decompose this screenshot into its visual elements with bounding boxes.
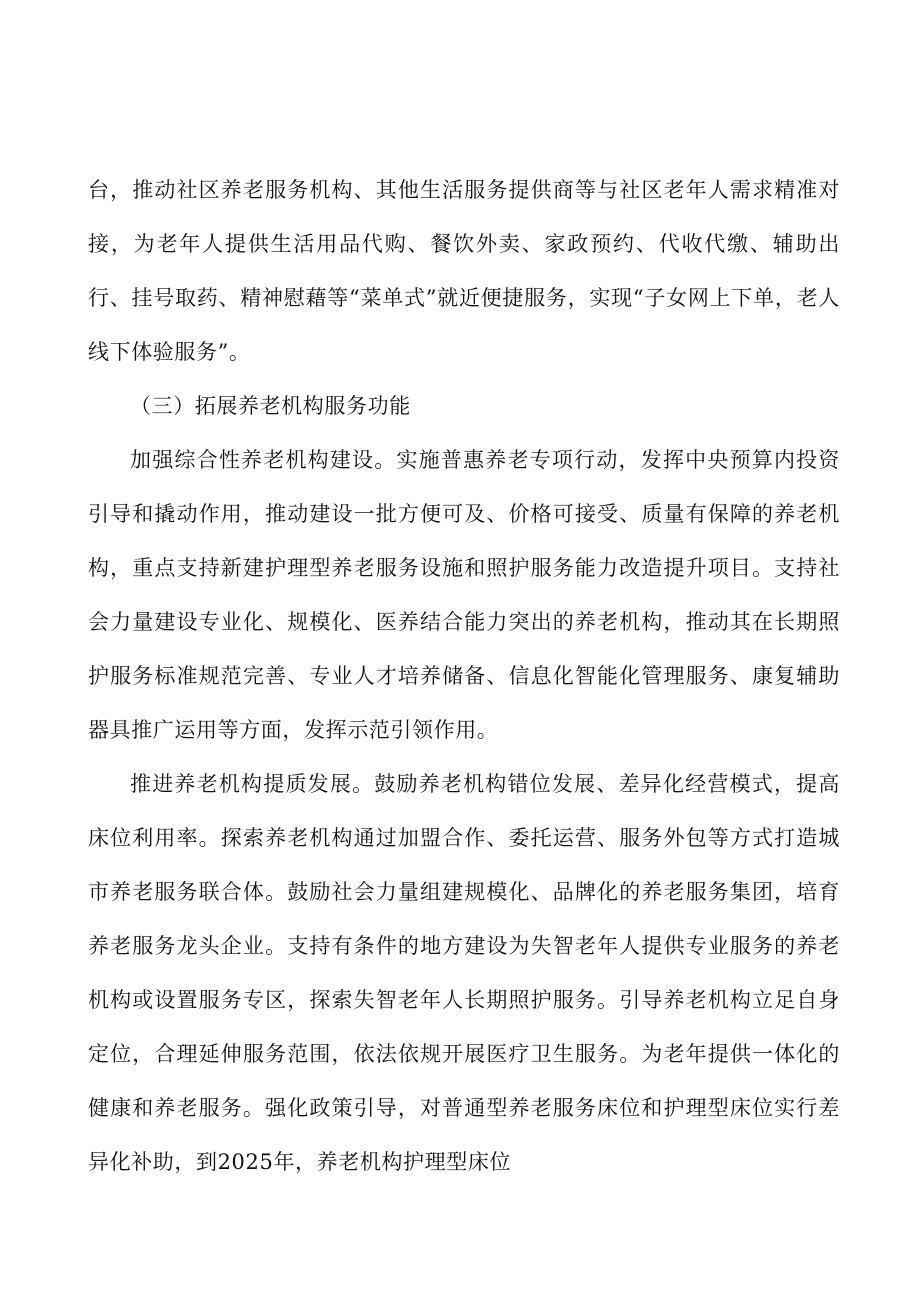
section-heading: （三）拓展养老机构服务功能 <box>130 394 411 418</box>
paragraph-continuation: 台，推动社区养老服务机构、其他生活服务提供商等与社区老年人需求精准对接，为老年人提供生活用品代购、餐饮外卖、家政预约、代收代缴、辅助出行、挂号取药、精神慰藉等“菜单式”就近便捷服务，实现“子女网上下单，老人线下体验服务”。 <box>88 178 840 364</box>
document-page <box>88 163 840 1189</box>
paragraph-body: 推进养老机构提质发展。鼓励养老机构错位发展、差异化经营模式，提高床位利用率。探索养老机构通过加盟合作、委托运营、服务外包等方式打造城市养老服务联合体。鼓励社会力量组建规模化、品牌化的养老服务集团，培育养老服务龙头企业。支持有条件的地方建设为失智老年人提供专业服务的养老机构或设置服务专区，探索失智老年人长期照护服务。引导养老机构立足自身定位，合理延伸服务范围，依法依规开展医疗卫生服务。为老年提供一体化的健康和养老服务。强化政策引导，对普通型养老服务床位和护理型床位实行差异化补助，到2025年，养老机构护理型床位 <box>88 772 840 1174</box>
paragraph-body: 加强综合性养老机构建设。实施普惠养老专项行动，发挥中央预算内投资引导和撬动作用，推动建设一批方便可及、价格可接受、质量有保障的养老机构，重点支持新建护理型养老服务设施和照护服务能力改造提升项目。支持社会力量建设专业化、规模化、医养结合能力突出的养老机构，推动其在长期照护服务标准规范完善、专业人才培养储备、信息化智能化管理服务、康复辅助器具推广运用等方面，发挥示范引领作用。 <box>88 448 840 742</box>
